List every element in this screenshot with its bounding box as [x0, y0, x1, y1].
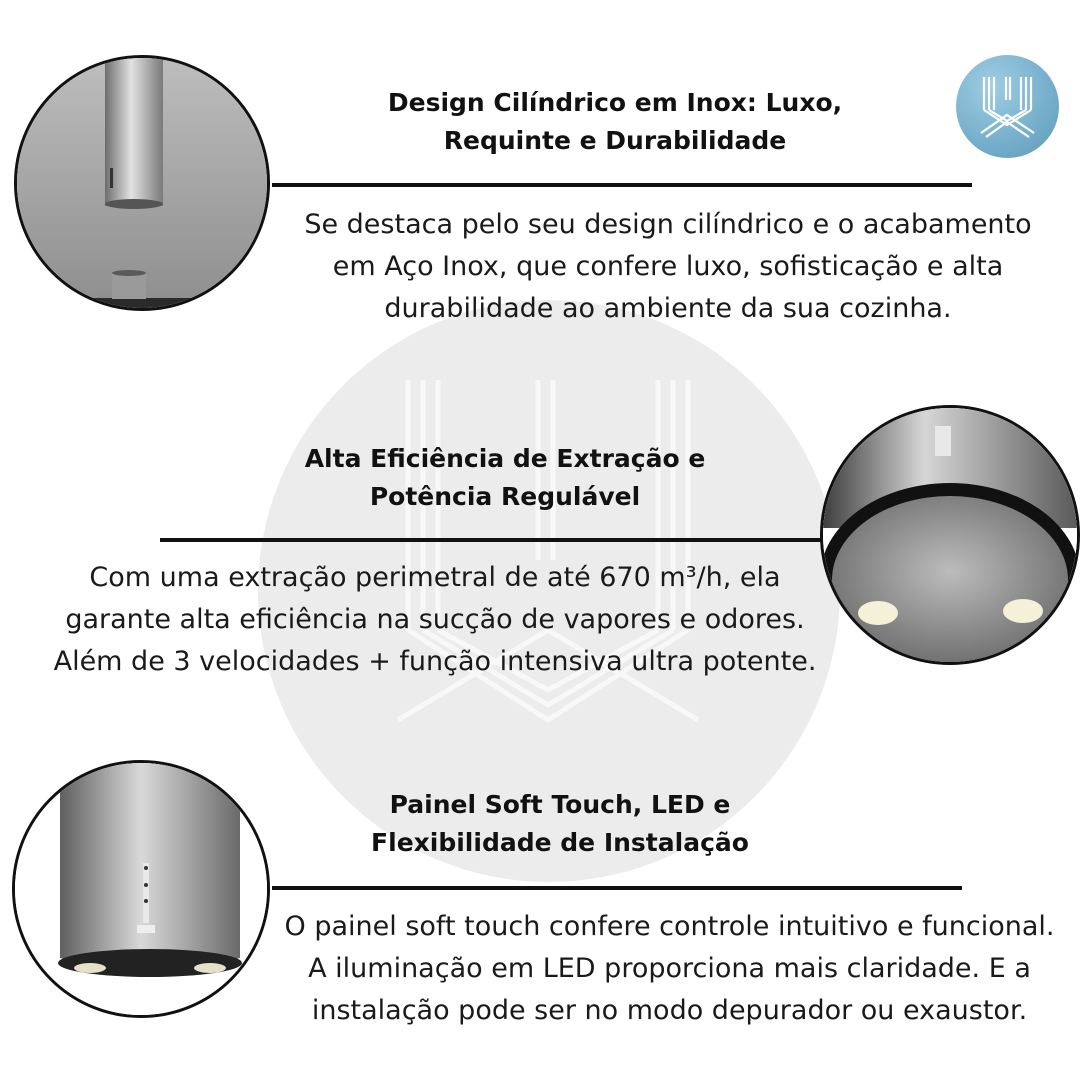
section-2-desc-line-3: Além de 3 velocidades + função intensiva ultra potente. [53, 646, 817, 677]
cylindrical-hood-kitchen-photo [14, 55, 270, 311]
section-2-title [180, 440, 830, 516]
section-1-desc-line-2: em Aço Inox, que confere luxo, sofisticação e alta [332, 251, 1004, 282]
section-2-divider [160, 538, 830, 542]
section-2-desc-line-1: Com uma extração perimetral de até 670 m³/h, ela [89, 562, 781, 593]
section-1-title-line-2: Requinte e Durabilidade [443, 126, 787, 155]
brand-logo-icon [956, 55, 1059, 158]
section-1-title [300, 84, 930, 160]
hood-control-panel-photo [12, 760, 270, 1018]
section-3-divider [272, 886, 962, 890]
section-3-desc-line-1: O painel soft touch confere controle intuitivo e funcional. [284, 911, 1055, 942]
hood-underside-led-photo [820, 405, 1080, 665]
section-1-title-line-1: Design Cilíndrico em Inox: Luxo, [387, 88, 843, 117]
section-3-desc-line-2: A iluminação em LED proporciona mais claridade. E a [308, 953, 1031, 984]
section-1-description [268, 204, 1068, 330]
section-1-divider [272, 183, 972, 187]
section-3-desc-line-3: instalação pode ser no modo depurador ou exaustor. [311, 995, 1028, 1026]
section-2-description [25, 557, 845, 683]
section-3-title [260, 786, 860, 862]
section-2-title-line-1: Alta Eficiência de Extração e [304, 444, 706, 473]
section-3-description [262, 906, 1077, 1032]
section-3-title-line-1: Painel Soft Touch, LED e [389, 790, 731, 819]
section-1-desc-line-1: Se destaca pelo seu design cilíndrico e o acabamento [304, 209, 1032, 240]
section-2-title-line-2: Potência Regulável [369, 482, 641, 511]
section-1-desc-line-3: durabilidade ao ambiente da sua cozinha. [384, 293, 952, 324]
section-2-desc-line-2: garante alta eficiência na sucção de vapores e odores. [65, 604, 805, 635]
section-3-title-line-2: Flexibilidade de Instalação [371, 828, 749, 857]
